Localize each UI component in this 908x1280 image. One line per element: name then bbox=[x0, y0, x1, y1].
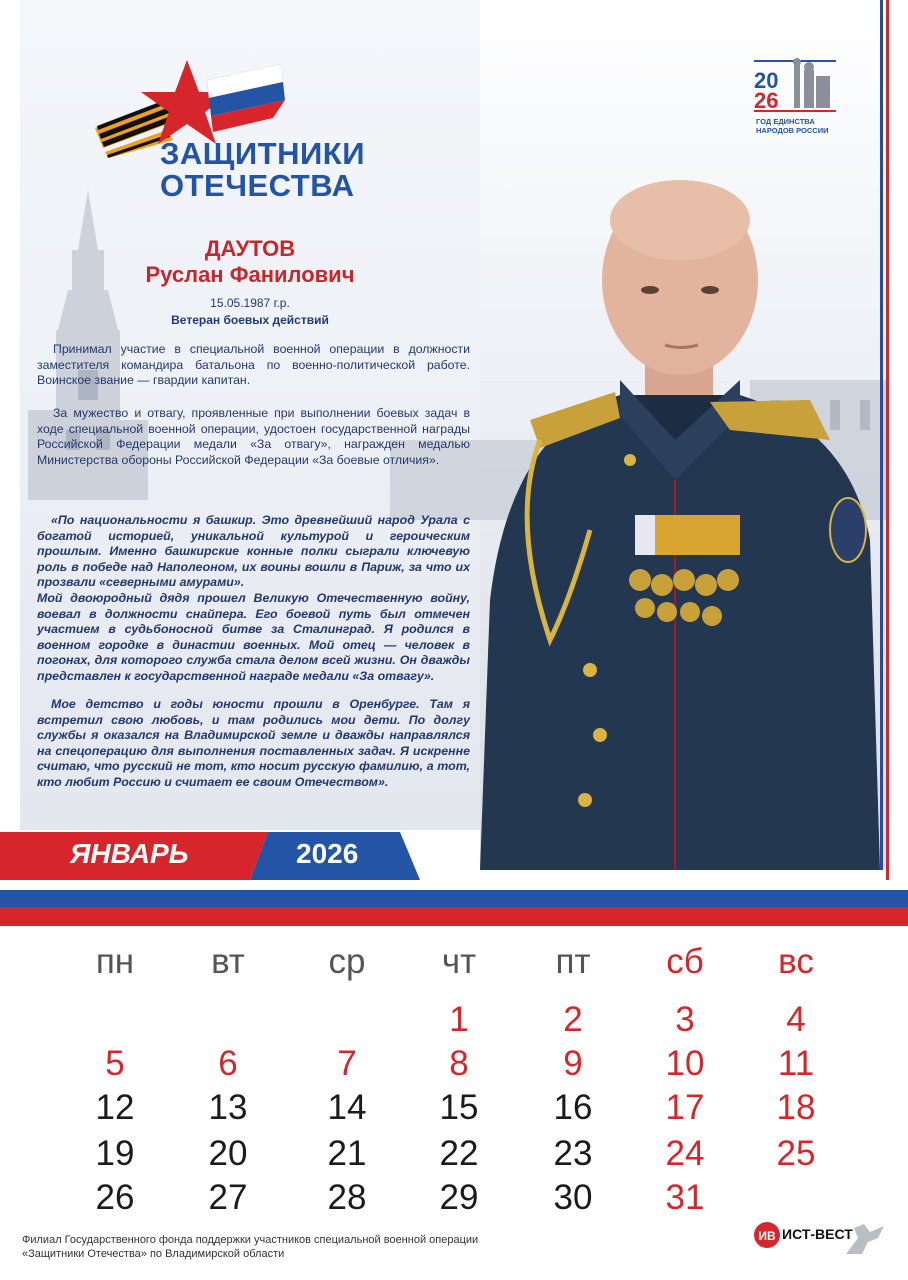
person-status: Ветеран боевых действий bbox=[171, 313, 329, 327]
calendar-day: 19 bbox=[95, 1134, 135, 1173]
calendar-day: 25 bbox=[776, 1134, 816, 1173]
person-surname: ДАУТОВ bbox=[204, 236, 296, 261]
calendar-day: 29 bbox=[439, 1178, 479, 1217]
footer-line2: «Защитники Отечества» по Владимирской области bbox=[22, 1248, 285, 1260]
badge-digits-top: 20 bbox=[754, 68, 779, 93]
calendar-day: 20 bbox=[208, 1134, 248, 1173]
weekday-label: пн bbox=[95, 942, 135, 981]
biography-paragraph2: За мужество и отвагу, проявленные при выполнении боевых задач в ходе специальной военной операции, удостоен государственной награды Российской Федерации медали «За отвагу», награжден медалью Министерства обороны Российской Федерации «За боевые отличия». bbox=[37, 406, 470, 467]
logo-badge-text: ИВ bbox=[758, 1229, 776, 1243]
badge-caption-line1: ГОД ЕДИНСТВА bbox=[756, 117, 815, 126]
calendar-day: 22 bbox=[439, 1134, 479, 1173]
footer-logo-text: ИСТ-ВЕСТ bbox=[782, 1226, 853, 1242]
calendar-day: 3 bbox=[675, 1000, 695, 1039]
ist-vest-logo-icon bbox=[752, 1220, 782, 1250]
footer-text bbox=[22, 1233, 562, 1261]
calendar-day: 28 bbox=[327, 1178, 367, 1217]
calendar-day: 26 bbox=[95, 1178, 135, 1217]
calendar-day: 14 bbox=[327, 1088, 367, 1127]
weekday-label: вт bbox=[211, 942, 245, 981]
weekday-label: пт bbox=[555, 942, 591, 981]
weekday-label: вс bbox=[778, 942, 814, 981]
calendar-day: 1 bbox=[449, 1000, 469, 1039]
calendar-day: 7 bbox=[337, 1044, 357, 1083]
quote-paragraph3: Мое детство и годы юности прошли в Оренбурге. Там я встретил свою любовь, и там родились мои дети. По долгу службы я оказался на Владимирской земле и дважды направлялся на спецоперацию для выполнения поставленных задач. Я искренне считаю, что русский не тот, кто носит русскую фамилию, а тот, кто любит Россию и считает ее своим Отечеством». bbox=[37, 697, 470, 789]
calendar-day: 24 bbox=[665, 1134, 705, 1173]
calendar-day: 5 bbox=[105, 1044, 125, 1083]
weekday-label: чт bbox=[441, 942, 477, 981]
calendar-day: 23 bbox=[553, 1134, 593, 1173]
person-birth-date: 15.05.1987 г.р. bbox=[210, 296, 290, 310]
quote-paragraph1: «По национальности я башкир. Это древнейший народ Урала с богатой историей, уникальной культурой и героическим прошлым. Именно башкирские конные полки сыграли ключевую роль в победе над Наполеоном, их воины вошли в Париж, за что их прозвали «северными амурами». bbox=[37, 513, 470, 589]
weekday-label: сб bbox=[666, 942, 704, 981]
calendar-day: 21 bbox=[327, 1134, 367, 1173]
calendar-day: 12 bbox=[95, 1088, 135, 1127]
calendar-day: 10 bbox=[665, 1044, 705, 1083]
calendar-day: 18 bbox=[776, 1088, 816, 1127]
calendar-day: 15 bbox=[439, 1088, 479, 1127]
month-label: ЯНВАРЬ bbox=[70, 838, 189, 869]
badge-caption-line2: НАРОДОВ РОССИИ bbox=[756, 126, 829, 135]
biography-paragraph1: Принимал участие в специальной военной операции в должности заместителя командира батальона по военно-политической работе. Воинское звание — гвардии капитан. bbox=[37, 342, 470, 387]
person-name: Руслан Фанилович bbox=[145, 262, 355, 287]
title-line1: ЗАЩИТНИКИ bbox=[160, 136, 365, 171]
year-label: 2026 bbox=[296, 838, 359, 869]
calendar-day: 9 bbox=[563, 1044, 583, 1083]
calendar-day: 30 bbox=[553, 1178, 593, 1217]
calendar-day: 31 bbox=[665, 1178, 705, 1217]
soldier-silhouette-icon bbox=[840, 1218, 888, 1258]
calendar-day: 2 bbox=[563, 1000, 583, 1039]
title-line2: ОТЕЧЕСТВА bbox=[160, 168, 355, 203]
badge-digits-bottom: 26 bbox=[754, 88, 779, 113]
calendar-day: 8 bbox=[449, 1044, 469, 1083]
weekday-label: ср bbox=[328, 942, 366, 981]
quote-paragraph2: Мой двоюродный дядя прошел Великую Отечественную войну, воевал в должности снайпера. Его боевой путь был отмечен участием в судьбоносной битве за Сталинград. Я родился в военном городке в династии военных. Мой отец — человек в погонах, для которого служба стала делом всей жизни. Он дважды представлен к государственной награде медали «За отвагу». bbox=[37, 591, 470, 683]
calendar-day: 4 bbox=[786, 1000, 806, 1039]
calendar-day: 16 bbox=[553, 1088, 593, 1127]
calendar-day: 13 bbox=[208, 1088, 248, 1127]
calendar-day: 11 bbox=[777, 1044, 815, 1083]
calendar-day: 27 bbox=[208, 1178, 248, 1217]
calendar-day: 17 bbox=[665, 1088, 705, 1127]
calendar-day: 6 bbox=[218, 1044, 238, 1083]
footer-line1: Филиал Государственного фонда поддержки участников специальной военной операции bbox=[22, 1234, 479, 1246]
